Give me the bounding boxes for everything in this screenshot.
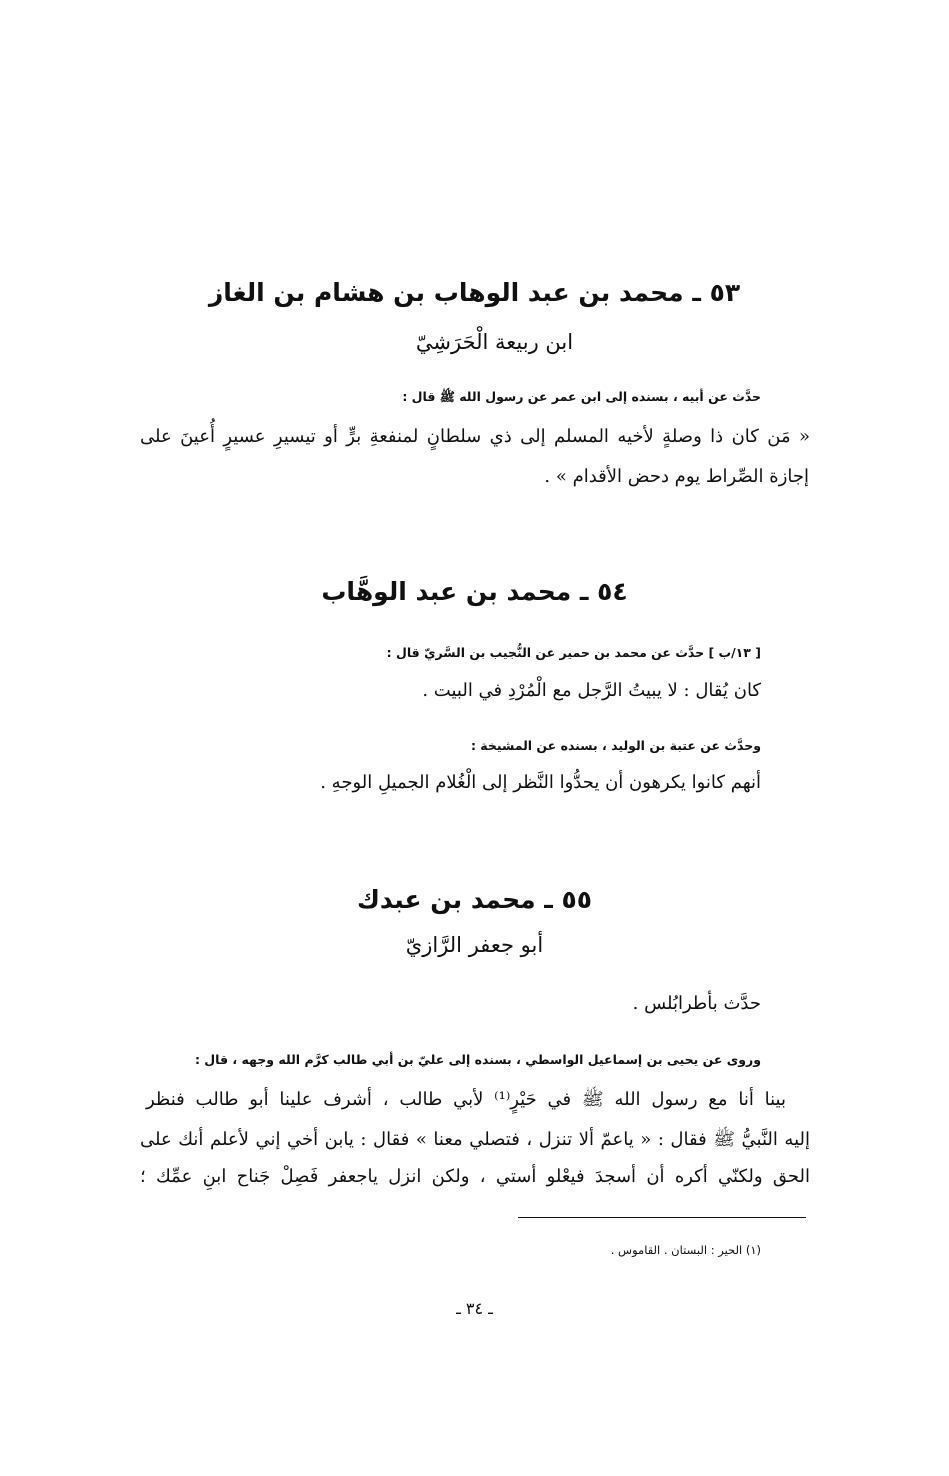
entry-53-text-line-2: إجازة الصِّراط يوم دحض الأقدام » . bbox=[544, 466, 809, 487]
entry-54-text-1: كان يُقال : لا يبيتُ الرَّجل مع الْمُرْدِ في البيت . bbox=[422, 680, 761, 701]
entry-55-isnad: وروى عن يحيى بن إسماعيل الواسطي ، بسنده إلى عليّ بن أبي طالب كرَّم الله وجهه ، قال : bbox=[194, 1052, 761, 1067]
entry-55-title: ٥٥ ـ محمد بن عبدك bbox=[356, 885, 593, 914]
entry-53-text-line-1: « مَن كان ذا وصلةٍ لأخيه المسلم إلى ذي سلطانٍ لمنفعةِ برٍّ أو تيسيرِ عسيرٍ أُعينَ على bbox=[140, 426, 810, 447]
page-number: ـ ٣٤ ـ bbox=[456, 1299, 493, 1318]
entry-53-title: ٥٣ ـ محمد بن عبد الوهاب بن هشام بن الغاز bbox=[208, 278, 741, 307]
entry-55-text-1: حدَّث بأطرابُلس . bbox=[632, 993, 761, 1014]
footnote-divider bbox=[518, 1217, 806, 1218]
entry-54-isnad-1: [ ١٣/ب ] حدَّث عن محمد بن حمير عن النُّجيب بن السَّريّ قال : bbox=[386, 645, 761, 660]
entry-53-isnad: حدَّث عن أبيه ، بسنده إلى ابن عمر عن رسول الله ﷺ قال : bbox=[402, 389, 761, 404]
entry-55-text-line-2: إليه النَّبيُّ ﷺ فقال : « ياعمّ ألا تنزل ، فتصلي معنا » فقال : يابن أخي إني لأعلم أنك على bbox=[140, 1129, 810, 1150]
entry-54-isnad-2: وحدَّث عن عتبة بن الوليد ، بسنده عن المشيخة : bbox=[470, 738, 761, 753]
entry-54-text-2: أنهم كانوا يكرهون أن يحدُّوا النَّظر إلى الْغُلام الجميلِ الوجهِ . bbox=[320, 772, 761, 793]
footnote: (١) الحير : البستان . القاموس . bbox=[610, 1243, 761, 1257]
entry-55-text-line-3: الحق ولكنّي أكره أن أسجدَ فيعْلو أستي ، ولكن انزل ياجعفر فَصِلْ جَناح ابنِ عمِّك ؛ bbox=[140, 1166, 810, 1187]
entry-53-subtitle: ابن ربيعة الْحَرَشِيّ bbox=[415, 330, 574, 354]
entry-55-subtitle: أبو جعفر الرَّازيّ bbox=[405, 933, 544, 957]
entry-54-title: ٥٤ ـ محمد بن عبد الوهَّاب bbox=[321, 577, 628, 606]
entry-55-text-line-1: بينا أنا مع رسول الله ﷺ في حَيْرٍ⁽¹⁾ لأبي طالب ، أشرف علينا أبو طالب فنظر bbox=[146, 1089, 786, 1110]
